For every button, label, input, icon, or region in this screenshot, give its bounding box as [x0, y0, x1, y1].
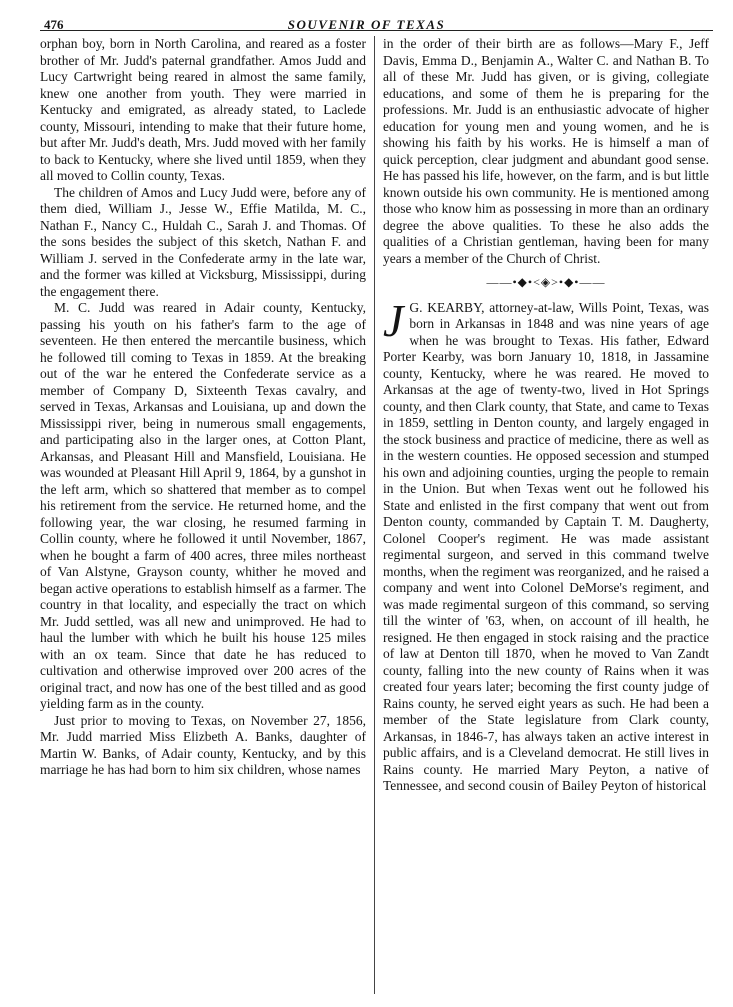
running-title: SOUVENIR OF TEXAS: [287, 17, 446, 32]
right-column: [383, 36, 709, 795]
section-ornament: ——•◆•<◈>•◆•——: [486, 275, 606, 289]
paragraph: in the order of their birth are as follows—Mary F., Jeff Davis, Emma D., Benjamin A., Walter C. and Nathan B. To all of these Mr. Judd has given, or is giving, collegiate educations, and some of them he is preparing for the professions. Mr. Judd is an enthusiastic advocate of higher education for young men and young women, and he is showing his faith by his works. He is himself a man of quick perception, clear judgment and abundant good sense. He has passed his life, however, on the farm, and is but little known outside his own community. He is mentioned among those who know him as possessing in more than an ordinary degree the above qualities. To these he also adds the qualities of a Christian gentleman, having been for many years a member of the Church of Christ.: [383, 36, 710, 266]
paragraph: orphan boy, born in North Carolina, and reared as a foster brother of Mr. Judd's paternal grandfather. Amos Judd and Lucy Cartwright being reared in almost the same family, knew one another from youth. They were married in Kentucky and emigrated, as already stated, to Laclede county, Missouri, intending to make that their future home, but after Mr. Judd's death, Mrs. Judd moved with her family to back to Kentucky, where she lived until 1859, when they all moved to Collin county, Texas.: [40, 36, 366, 183]
biography-paragraph: [383, 294, 709, 795]
page-number: 476: [44, 17, 64, 32]
drop-cap: J: [383, 294, 404, 346]
header-rule: [40, 30, 713, 31]
page-header: [22, 9, 711, 35]
paragraph: The children of Amos and Lucy Judd were, before any of them died, William J., Jesse W., Effie Matilda, M. C., Nathan F., Nancy C., Huldah C., Sarah J. and Thomas. Of the sons besides the subject of this sketch, Nathan F. and William J. served in the Confederate army in the late war, and the former was killed at Vicksburg, Mississippi, during the engagement there.: [40, 184, 366, 299]
paragraph: Just prior to moving to Texas, on November 27, 1856, Mr. Judd married Miss Elizbeth A. Banks, daughter of Martin W. Banks, of Adair county, Kentucky, and by this marriage he has had born to him six children, whose names: [40, 712, 366, 777]
left-column: [40, 36, 366, 779]
biography-text: G. KEARBY, attorney-at-law, Wills Point, Texas, was born in Arkansas in 1848 and was nine years of age when he was brought to Texas. His father, Edward Porter Kearby, was born January 10, 1818, in Jassamine county, Kentucky, where he was reared. He moved to Arkansas at the age of twenty-two, lived in Hot Springs county, and then Clark county, that State, and came to Texas in 1859, settling in Denton county, and largely engaged in the stock business and practice of medicine, there as well as in the western counties. He opposed secession and stumped his own and adjoining counties, urging the people to remain in the Union. But when Texas went out he followed his State and enlisted in the first company that went out from Denton county, commanded by Captain T. M. Daugherty, Colonel Cooper's regiment. He was made assistant regimental surgeon, and served in this command twelve months, when the regiment was reorganized, and he raised a company and went into Colonel DeMorse's regiment, and was made regimental surgeon of this command, so serving till the winter of '63, when, on account of ill health, he resigned. He then engaged in stock raising and the practice of law at Denton till 1870, when he moved to Van Zandt county, falling into the new county of Rains when it was created four years later; becoming the first county judge of Rains county, he served eight years as such. He had been a member of the State legislature from Clark county, Arkansas, in 1846-7, has always taken an active interest in public affairs, and is a Cleveland democrat. He still lives in Rains county. He married Mary Peyton, a native of Tennessee, and second cousin of Bailey Peyton of historical: [383, 299, 709, 793]
column-divider: [374, 36, 375, 994]
paragraph: M. C. Judd was reared in Adair county, Kentucky, passing his youth on his father's farm to the age of seventeen. He then entered the mercantile business, which he followed till coming to Texas in 1859. At the breaking out of the war he entered the Confederate service as a member of Company D, Sixteenth Texas cavalry, and served in Texas, Arkansas and Louisiana, up and down the Mississippi river, being in numerous small engagements, and participating also in the larger ones, at Cotton Plant, Arkansas, and Pleasant Hill and Mansfield, Louisiana. He was wounded at Pleasant Hill April 9, 1864, by a gunshot in the left arm, which so shattered that member as to compel his retirement from the service. He returned home, and the following year, the war closing, he resumed farming in Collin county, where he followed it until November, 1867, when he bought a farm of 400 acres, three miles northeast of Van Alstyne, Grayson county, whither he moved and began active operations to establish himself as a farmer. The country in that locality, and especially the tract on which Mr. Judd settled, was all new and unimproved. He had to haul the lumber with which he built his house 125 miles with an ox team. Since that date he has reduced to cultivation and otherwise improved over 200 acres of the original tract, and now has one of the best tilled and as good yielding farm as in the county.: [40, 300, 366, 711]
